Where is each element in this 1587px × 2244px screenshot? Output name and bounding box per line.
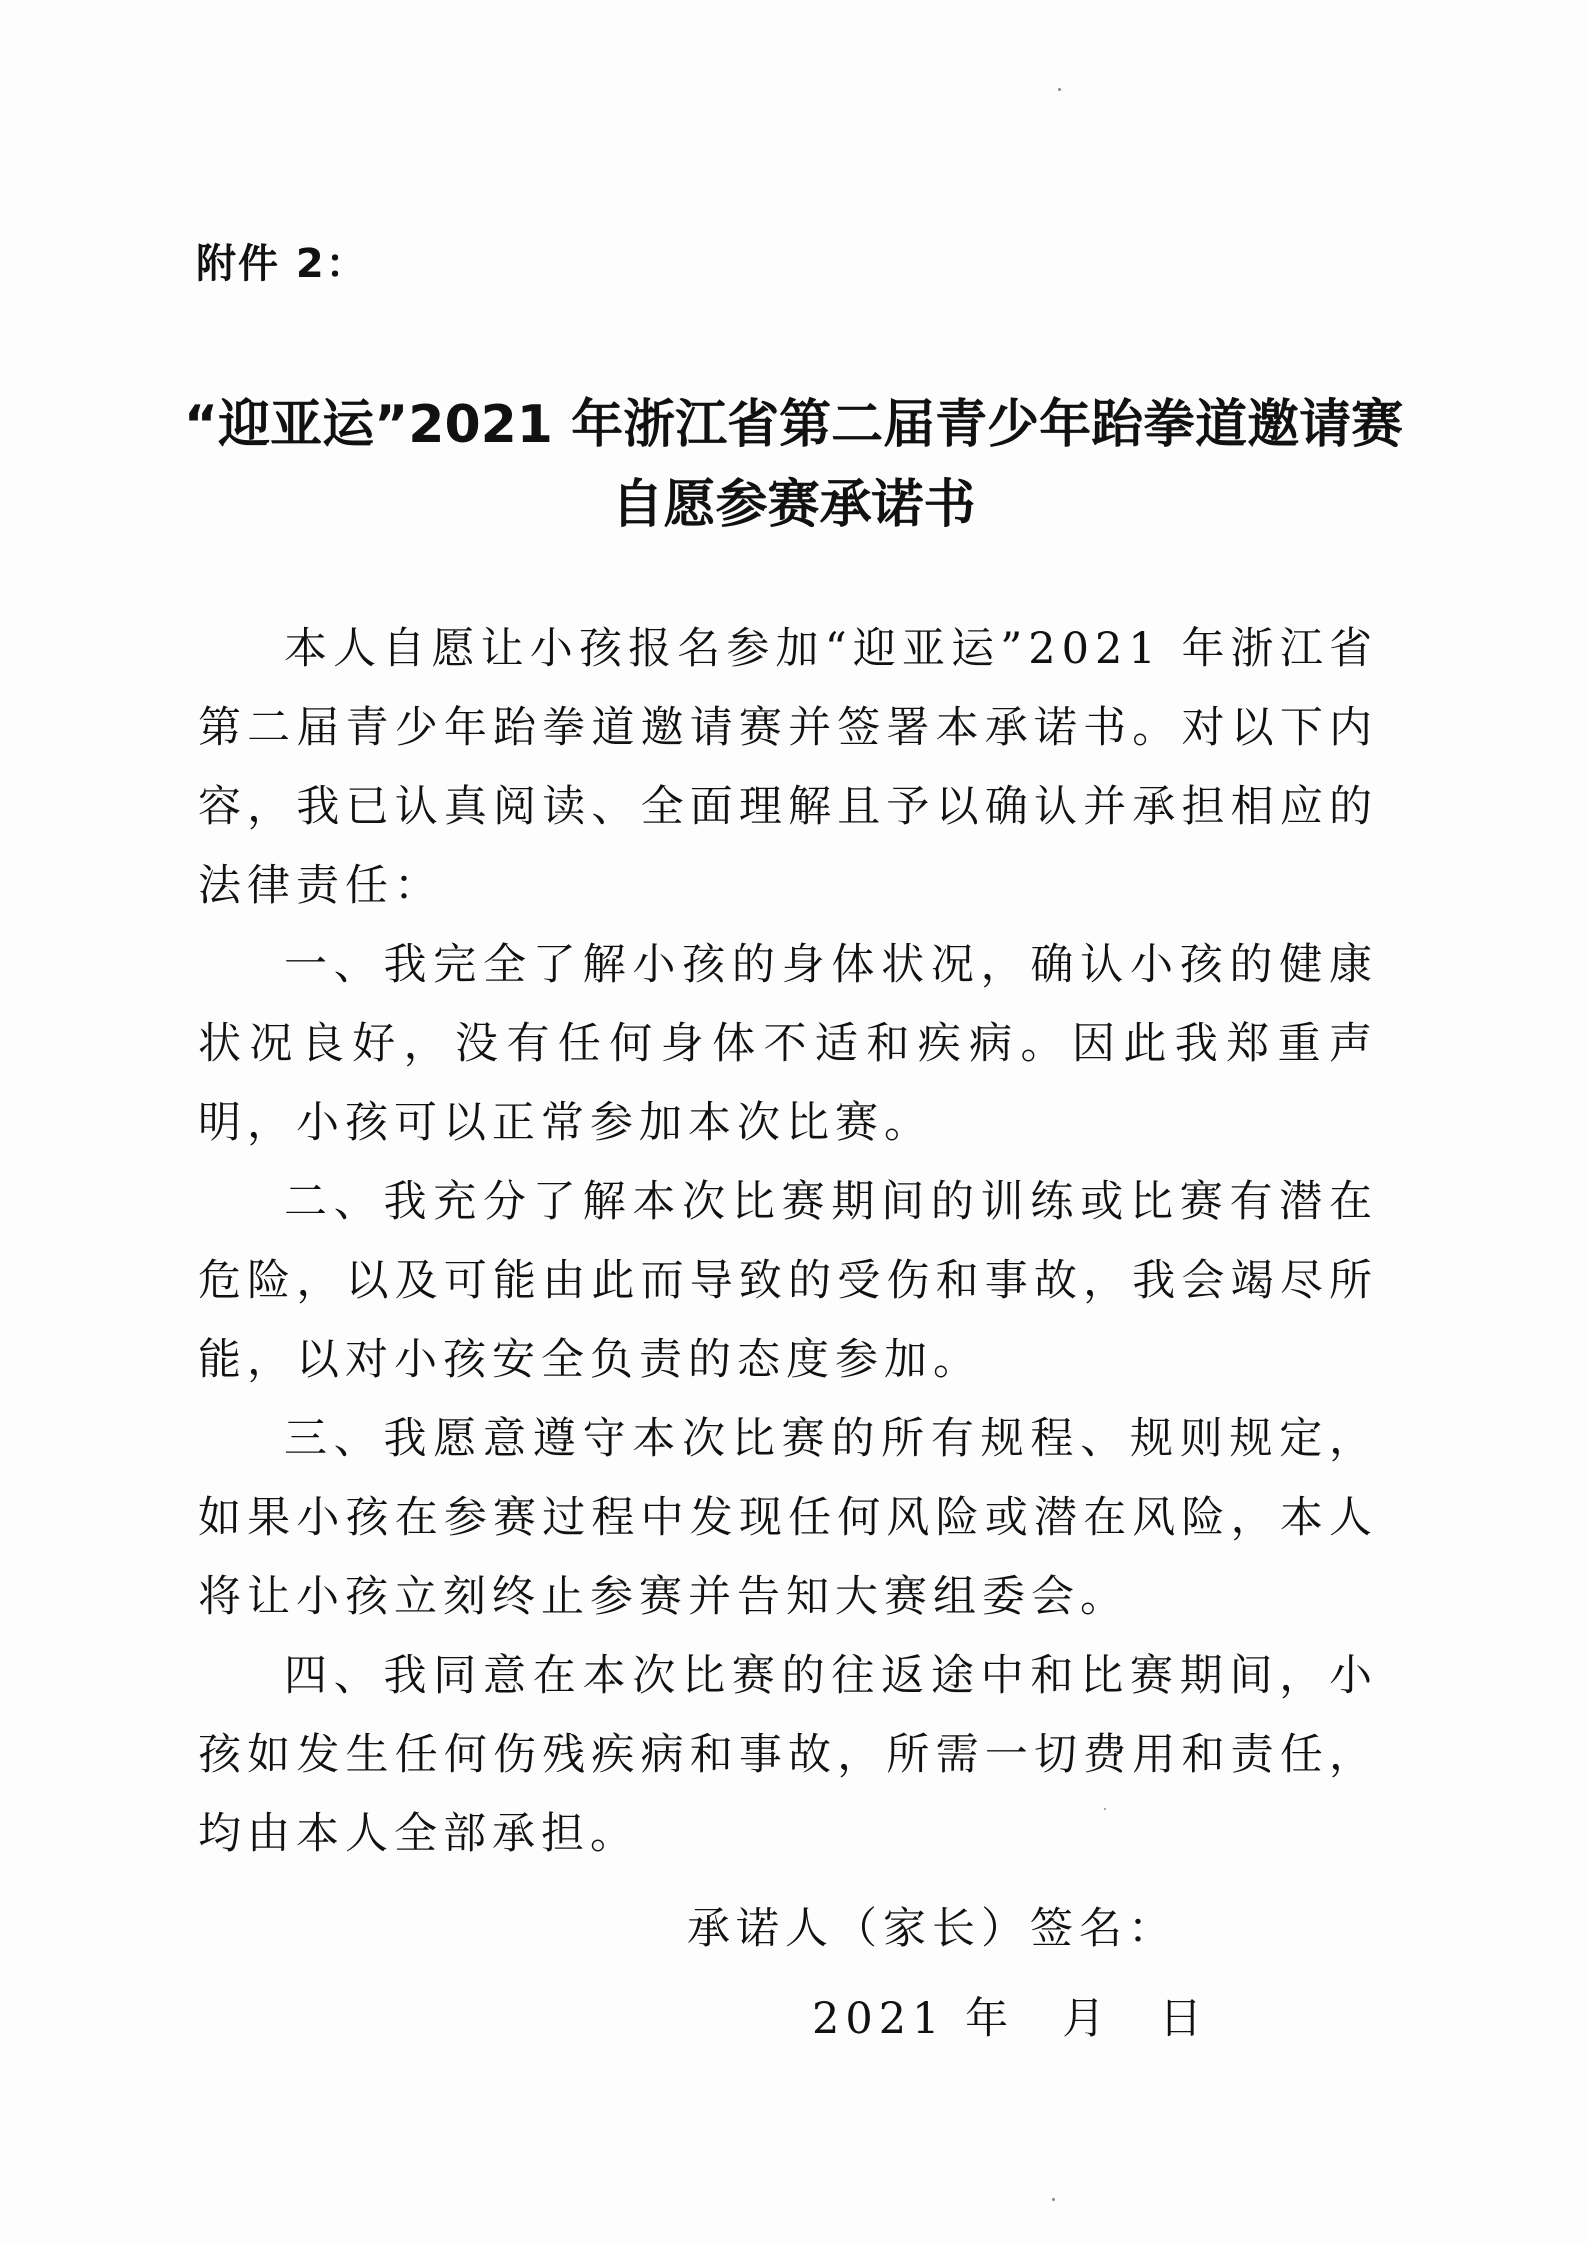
- paragraph-clause-2: 二、我充分了解本次比赛期间的训练或比赛有潜在危险，以及可能由此而导致的受伤和事故，我会竭尽所能，以对小孩安全负责的态度参加。: [198, 1177, 1378, 1385]
- signature-label: 承诺人（家长）签名：: [687, 1904, 1177, 1954]
- date-month: 月: [1062, 1994, 1112, 2044]
- title-line-2: 自愿参赛承诺书: [611, 475, 976, 535]
- signature-date: [812, 1985, 1208, 2046]
- body-text: [198, 610, 1378, 1874]
- date-year: 2021 年: [812, 1994, 1015, 2044]
- paragraph-clause-1: 一、我完全了解小孩的身体状况，确认小孩的健康状况良好，没有任何身体不适和疾病。因此我郑重声明，小孩可以正常参加本次比赛。: [198, 940, 1378, 1148]
- paragraph-clause-3: 三、我愿意遵守本次比赛的所有规程、规则规定，如果小孩在参赛过程中发现任何风险或潜在风险，本人将让小孩立刻终止参赛并告知大赛组委会。: [198, 1414, 1378, 1622]
- paragraph-clause-4: 四、我同意在本次比赛的往返途中和比赛期间，小孩如发生任何伤残疾病和事故，所需一切费用和责任，均由本人全部承担。: [198, 1651, 1378, 1859]
- scan-speck: [1058, 88, 1061, 91]
- scan-speck: [1052, 2198, 1055, 2201]
- paragraph-intro: 本人自愿让小孩报名参加“迎亚运”2021 年浙江省第二届青少年跆拳道邀请赛并签署本承诺书。对以下内容，我已认真阅读、全面理解且予以确认并承担相应的法律责任：: [198, 624, 1378, 911]
- date-day: 日: [1159, 1994, 1209, 2044]
- title-line-1: “迎亚运”2021 年浙江省第二届青少年跆拳道邀请赛: [183, 395, 1404, 455]
- attachment-label: 附件 2：: [196, 241, 368, 287]
